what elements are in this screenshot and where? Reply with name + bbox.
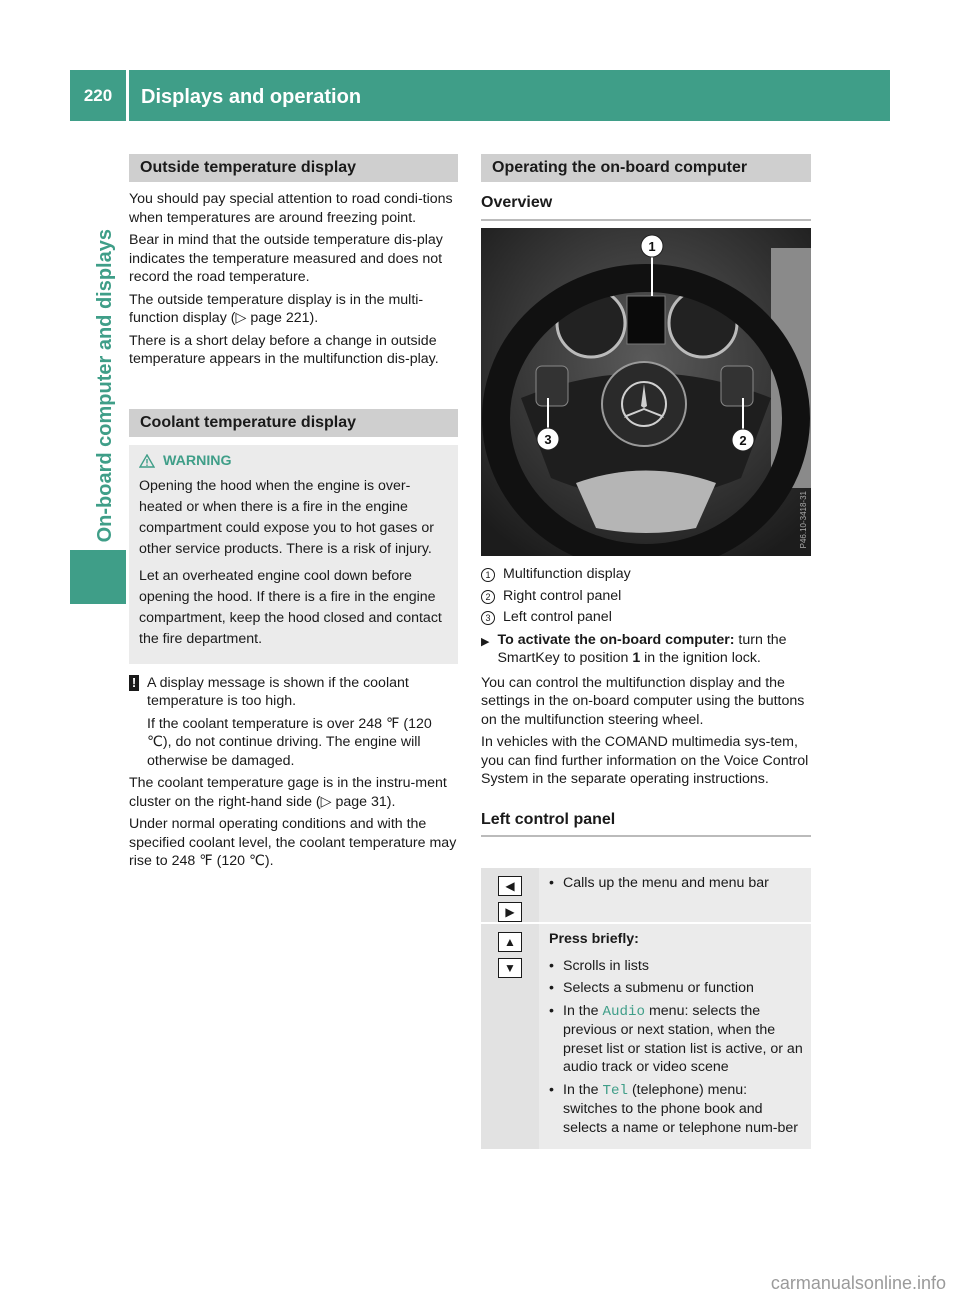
legend-label: Left control panel	[503, 609, 612, 625]
table-row	[481, 924, 811, 1151]
svg-text:2: 2	[739, 433, 747, 448]
right-column-text	[481, 565, 811, 837]
warning-p2: Let an overheated engine cool down before opening the hood. If there is a fire in the engine compartment, keep the hood closed and contact the fire department.	[139, 567, 442, 647]
callout-3-marker	[537, 428, 559, 450]
down-arrow-key-icon: ▼	[498, 958, 522, 978]
header-divider	[126, 70, 129, 121]
row2-bullet-pre: In the	[563, 1002, 603, 1019]
outside-temp-p4: There is a short delay before a change in outside temperature appears in the multifunction dis-play.	[129, 332, 439, 367]
outside-temp-p1: You should pay special attention to road condi-tions when temperatures are around freezing point.	[129, 191, 453, 226]
steering-wheel-illustration	[481, 228, 811, 556]
row2-title: Press briefly:	[549, 931, 639, 947]
warning-triangle-icon	[139, 454, 155, 468]
legend-item	[481, 587, 811, 606]
chapter-side-tab	[84, 122, 126, 542]
left-arrow-key-icon: ◀	[498, 876, 522, 896]
left-panel-table	[481, 868, 811, 1151]
instruction-step	[481, 631, 811, 668]
onboard-p1: You can control the multifunction display and the settings in the on-board computer using the buttons on the multifunction steering wheel.	[481, 674, 805, 728]
instruction-text: turn the SmartKey to position	[497, 631, 787, 666]
watermark[interactable]: carmanualsonline.info	[770, 1273, 946, 1293]
coolant-p1: The coolant temperature gage is in the instru-ment cluster on the right-hand side (▷ page 31).	[129, 775, 447, 810]
svg-text:1: 1	[648, 239, 656, 254]
left-column	[129, 154, 458, 875]
outside-temp-p2: Bear in mind that the outside temperature dis-play indicates the temperature measured and does not record the road temperature.	[129, 232, 443, 285]
description-cell: Press briefly: • Scrolls in lists • Selects a submenu or function • In the Audio menu: selects the previous or next station, when the preset list or station list is active, or an audio track or video scene • In the Tel (telephone) menu: switches to the phone book and selects a name or telephone num-ber	[539, 924, 811, 1149]
key-cell	[481, 924, 539, 1149]
tel-menu-label: Tel	[602, 1082, 628, 1099]
legend-number: 2	[481, 590, 495, 604]
outside-temp-p3: The outside temperature display is in the multi-function display (▷ page 221).	[129, 291, 424, 326]
outside-temp-heading: Outside temperature display	[129, 154, 458, 182]
row2-bullet-pre: In the	[563, 1081, 603, 1098]
warning-box	[129, 445, 458, 664]
callout-1-marker	[641, 235, 663, 257]
legend-item	[481, 608, 811, 627]
audio-menu-label: Audio	[602, 1003, 646, 1020]
coolant-heading: Coolant temperature display	[129, 409, 458, 437]
page-title: Displays and operation	[141, 86, 362, 108]
legend-number: 1	[481, 568, 495, 582]
chapter-label: On-board computer and displays	[93, 228, 116, 542]
row2-bullet-post: (telephone) menu: switches to the phone book and selects a name or telephone num-ber	[563, 1081, 799, 1136]
onboard-p2: In vehicles with the COMAND multimedia sys-tem, you can find further information on the Voice Control System in the separate operating instructions.	[481, 734, 809, 787]
note-p1: A display message is shown if the coolant temperature is too high.	[147, 674, 409, 709]
legend-number: 3	[481, 611, 495, 625]
page-number: 220	[83, 85, 113, 105]
warning-p1: Opening the hood when the engine is over-heated or when there is a fire in the engine compartment could expose you to hot gases or other service products. There is a risk of injury.	[139, 477, 434, 557]
right-column	[481, 154, 811, 221]
caution-icon: !	[129, 675, 139, 691]
legend-item	[481, 565, 811, 584]
legend-label: Right control panel	[503, 587, 622, 604]
row2-bullet-post: menu: selects the previous or next station, when the preset list or station list is active, or an audio track or video scene	[563, 1002, 803, 1075]
left-panel-heading: Left control panel	[481, 811, 811, 838]
instruction-position: 1	[632, 650, 641, 666]
chapter-marker	[70, 550, 126, 604]
warning-title	[139, 451, 448, 472]
row2-bullet: Scrolls in lists	[563, 957, 649, 974]
warning-title-text: WARNING	[163, 452, 232, 469]
note-block	[129, 674, 458, 775]
svg-text:3: 3	[544, 432, 552, 447]
row2-bullet: Selects a submenu or function	[563, 980, 754, 996]
up-arrow-key-icon: ▲	[498, 932, 522, 952]
callout-2-marker	[732, 429, 754, 451]
coolant-p2: Under normal operating conditions and with the specified coolant level, the coolant temperature may rise to 248 ℉ (120 ℃).	[129, 816, 457, 869]
legend-label: Multifunction display	[503, 566, 631, 582]
row1-bullet: Calls up the menu and menu bar	[563, 875, 769, 891]
steering-wheel-photo	[481, 228, 811, 556]
description-cell: • Calls up the menu and menu bar	[539, 868, 811, 922]
right-arrow-key-icon: ▶	[498, 902, 522, 922]
step-arrow-icon: ▶	[481, 635, 490, 648]
overview-heading: Overview	[481, 194, 811, 221]
photo-code: P46.10-3418-31	[799, 490, 808, 548]
instruction-end: in the ignition lock.	[640, 650, 761, 666]
key-cell	[481, 868, 539, 922]
table-row	[481, 868, 811, 924]
onboard-heading: Operating the on-board computer	[481, 154, 811, 182]
instruction-bold: To activate the on-board computer:	[497, 631, 735, 648]
note-p2: If the coolant temperature is over 248 ℉ (120 ℃), do not continue driving. The engine will otherwise be damaged.	[147, 715, 432, 769]
